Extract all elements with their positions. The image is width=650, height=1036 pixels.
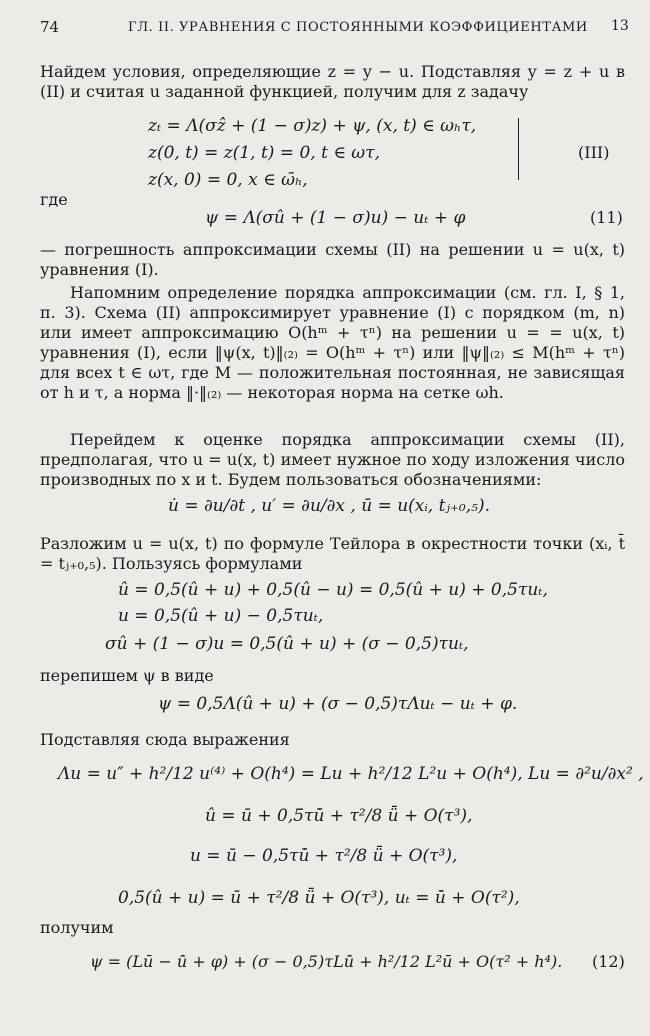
system-label: (III) [578, 143, 610, 162]
equation-12: ψ = (Lū − u̇̄ + φ) + (σ − 0,5)τLu̇̄ + h²/12 L²ū + O(τ² + h⁴). [90, 952, 563, 971]
expansion-2: û = ū + 0,5τu̇̄ + τ²/8 ǖ + O(τ³), [205, 806, 473, 826]
page-number: 74 [40, 18, 60, 36]
paragraph-obtain: получим [40, 918, 114, 937]
formula-1: û = 0,5(û + u) + 0,5(û − u) = 0,5(û + u) + 0,5τuₜ, [118, 580, 548, 600]
notation-line: u̇ = ∂u/∂t , u′ = ∂u/∂x , ū = u(xᵢ, tⱼ₊₀,₅). [168, 496, 490, 516]
equation-12-label: (12) [592, 952, 625, 971]
paragraph-substitute: Подставляя сюда выражения [40, 730, 290, 749]
paragraph-estimate: Перейдем к оценке порядка аппроксимации схемы (II), предполагая, что u = u(x, t) имеет нужное по ходу изложения число производных по x и t. Будем пользоваться обозначениями: [40, 430, 625, 489]
equation-11-label: (11) [590, 208, 623, 227]
running-header: ГЛ. II. УРАВНЕНИЯ С ПОСТОЯННЫМИ КОЭФФИЦИЕНТАМИ [128, 20, 588, 35]
expansion-3: u = ū − 0,5τu̇̄ + τ²/8 ǖ + O(τ³), [190, 846, 458, 866]
word-where: где [40, 190, 68, 209]
paragraph-error: — погрешность аппроксимации схемы (II) на решении u = u(x, t) уравнения (I). [40, 240, 625, 279]
system-line-1: zₜ = Λ(σẑ + (1 − σ)z) + ψ, (x, t) ∈ ωₕτ, [148, 116, 477, 136]
formula-2: u = 0,5(û + u) − 0,5τuₜ, [118, 606, 324, 626]
paragraph-definition: Напомним определение порядка аппроксимации (см. гл. I, § 1, п. 3). Схема (II) аппроксимирует уравнение (I) с порядком (m, n) или имеет аппроксимацию O(hᵐ + τⁿ) на решении u = = u(x, t) уравнения (I), если ‖ψ(x, t)‖₍₂₎ = O(hᵐ + τⁿ) или ‖ψ‖₍₂₎ ≤ M(hᵐ + τⁿ) для всех t ∈ ωτ, где M — положительная постоянная, не зависящая от h и τ, а норма ‖·‖₍₂₎ — некоторая норма на сетке ωh. [40, 283, 625, 402]
equation-11: ψ = Λ(σû + (1 − σ)u) − uₜ + φ [205, 208, 466, 228]
paragraph-rewrite: перепишем ψ в виде [40, 666, 214, 685]
paragraph-conditions: Найдем условия, определяющие z = y − u. Подставляя y = z + u в (II) и считая u заданной функцией, получим для z задачу [40, 62, 625, 101]
system-line-2: z(0, t) = z(1, t) = 0, t ∈ ωτ, [148, 143, 380, 163]
system-line-3: z(x, 0) = 0, x ∈ ω̄ₕ, [148, 170, 308, 190]
expansion-1: Λu = u″ + h²/12 u⁽⁴⁾ + O(h⁴) = Lu + h²/12 L²u + O(h⁴), Lu = ∂²u/∂x² , [58, 764, 644, 784]
section-number: 13 [611, 18, 629, 34]
psi-form: ψ = 0,5Λ(û + u) + (σ − 0,5)τΛuₜ − uₜ + φ. [158, 694, 518, 714]
formula-3: σû + (1 − σ)u = 0,5(û + u) + (σ − 0,5)τuₜ, [105, 634, 469, 654]
expansion-4: 0,5(û + u) = ū + τ²/8 ǖ + O(τ³), uₜ = u̇̄ + O(τ²), [118, 888, 520, 908]
paragraph-taylor: Разложим u = u(x, t) по формуле Тейлора в окрестности точки (xᵢ, t̄ = tⱼ₊₀,₅). Пользуясь формулами [40, 534, 625, 573]
system-brace [518, 118, 529, 180]
